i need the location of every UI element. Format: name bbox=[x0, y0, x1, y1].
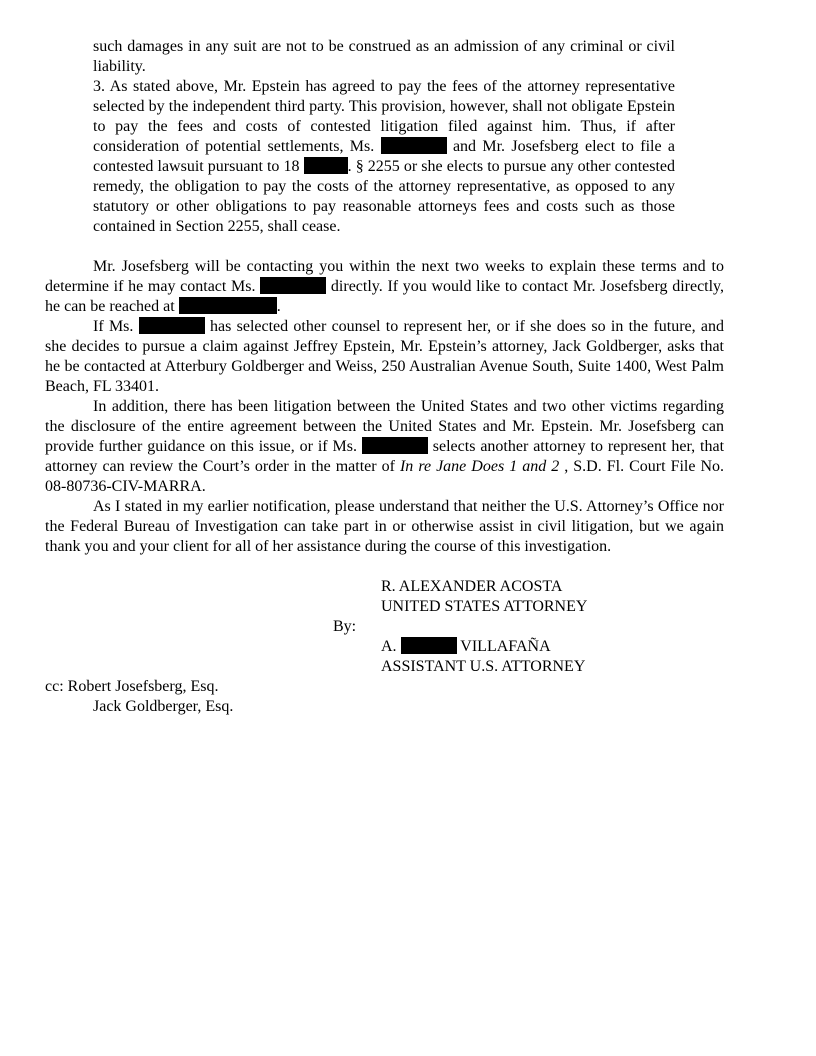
signature-block bbox=[381, 577, 587, 677]
counsel-text-b: has selected other counsel to represent her, or if she does so in the future, and she decides to pursue a claim against Jeffrey Epstein, Mr. Epstein’s attorney, Jack Goldberger, asks that he be contacted at Atterbury Goldberger and Weiss, 250 Australian Avenue South, Suite 1400, West Palm Beach, FL 33401. bbox=[45, 318, 725, 395]
item-3-text-a: 3. As stated above, Mr. Epstein has agreed to pay the fees of the attorney representative selected by the independent third party. This provision, however, shall not obligate Epstein to pay the fees and costs of contested litigation filed against him. Thus, if after consideration of potential settlements, Ms. bbox=[93, 78, 675, 155]
redaction-box bbox=[304, 157, 348, 174]
item-3 bbox=[93, 77, 675, 237]
litigation-text-c: , S.D. Fl. Court File No. 08-80736-CIV-MARRA. bbox=[45, 458, 725, 495]
redaction-box bbox=[381, 137, 447, 154]
redaction-box bbox=[260, 277, 326, 294]
contact-paragraph bbox=[45, 257, 724, 317]
counsel-paragraph bbox=[45, 317, 724, 397]
cc-list bbox=[45, 677, 233, 717]
item-3-text-c: . § 2255 or she elects to pursue any other contested remedy, the obligation to pay the costs of the attorney representative, as opposed to any statutory or other obligations to pay reasonable attorneys fees and costs such as those contained in Section 2255, shall cease. bbox=[93, 158, 676, 235]
redaction-box bbox=[362, 437, 428, 454]
case-name: In re Jane Does 1 and 2 bbox=[399, 458, 560, 475]
item-2-tail: such damages in any suit are not to be construed as an admission of any criminal or civil liability. bbox=[93, 38, 675, 75]
redaction-box bbox=[401, 637, 457, 654]
cc-line: cc: Robert Josefsberg, Esq. bbox=[45, 678, 219, 695]
redaction-box bbox=[179, 297, 277, 314]
cc-line: Jack Goldberger, Esq. bbox=[93, 698, 234, 715]
litigation-text-b: selects another attorney to represent her, that attorney can review the Court’s order in the matter of bbox=[45, 438, 725, 475]
redaction-box bbox=[139, 317, 205, 334]
closing-paragraph: As I stated in my earlier notification, please understand that neither the U.S. Attorney’s Office nor the Federal Bureau of Investigation can take part in or otherwise assist in civil litigation, but we again thank you and your client for all of her assistance during the course of this investigation. bbox=[45, 498, 724, 555]
signature-spacer bbox=[381, 617, 587, 637]
signer-name: R. ALEXANDER ACOSTA bbox=[381, 578, 563, 595]
contact-text-b: directly. If you would like to contact Mr. Josefsberg directly, he can be reached at bbox=[45, 278, 725, 315]
letter-body bbox=[45, 257, 724, 557]
signer-office: UNITED STATES ATTORNEY bbox=[381, 598, 588, 615]
signer-initial: A. bbox=[381, 638, 397, 655]
numbered-items-block bbox=[93, 37, 675, 237]
contact-text-a: Mr. Josefsberg will be contacting you within the next two weeks to explain these terms and to determine if he may contact Ms. bbox=[45, 258, 724, 295]
item-3-text-b: and Mr. Josefsberg elect to file a contested lawsuit pursuant to 18 bbox=[93, 138, 676, 175]
assistant-signer-title: ASSISTANT U.S. ATTORNEY bbox=[381, 658, 586, 675]
counsel-text-a: If Ms. bbox=[93, 318, 134, 335]
assistant-signer bbox=[381, 637, 587, 657]
litigation-paragraph bbox=[45, 397, 724, 497]
litigation-text-a: In addition, there has been litigation between the United States and two other victims regarding the disclosure of the entire agreement between the United States and Mr. Epstein. Mr. Josefsberg can provide further guidance on this issue, or if Ms. bbox=[45, 398, 724, 455]
signer-surname: VILLAFAÑA bbox=[460, 638, 551, 655]
contact-text-c: . bbox=[276, 298, 281, 315]
by-label: By: bbox=[333, 618, 357, 635]
